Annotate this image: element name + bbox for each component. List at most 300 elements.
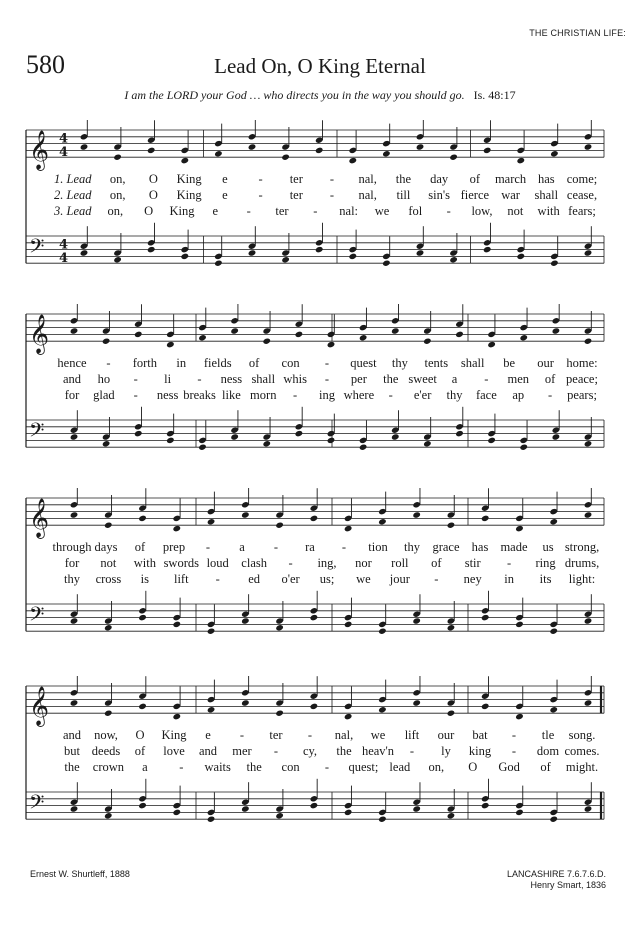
note-head — [584, 249, 593, 256]
lyric-syllable: nal: — [339, 204, 359, 218]
lyric-syllable: King — [176, 188, 202, 202]
note-head — [147, 147, 156, 154]
lyric-syllable: con — [281, 760, 300, 774]
lyric-syllable: cease, — [566, 188, 598, 202]
note-head — [481, 614, 490, 621]
note-head — [359, 334, 368, 341]
note-head — [207, 706, 216, 713]
note-head — [248, 143, 257, 150]
note-head — [113, 256, 122, 263]
lyric-syllable: the — [246, 760, 262, 774]
note-head — [584, 143, 593, 150]
lyric-syllable: drums, — [564, 556, 600, 570]
lyric-syllable: ring — [535, 556, 556, 570]
note-head — [275, 710, 284, 717]
lyric-syllable: o'er — [281, 572, 300, 586]
lyric-syllable: of — [540, 760, 551, 774]
lyric-syllable: morn — [250, 388, 277, 402]
note-head — [241, 805, 250, 812]
music-system-1 — [0, 120, 640, 280]
note-head — [447, 522, 456, 529]
note-head — [550, 260, 559, 267]
lyric-syllable: on, — [109, 188, 126, 202]
lyric-syllable: till — [396, 188, 411, 202]
lyric-syllable: crown — [92, 760, 125, 774]
note-head — [391, 433, 400, 440]
note-head — [412, 617, 421, 624]
time-signature-denominator: 4 — [59, 251, 69, 267]
lyric-syllable: dom — [536, 744, 560, 758]
note-head — [166, 437, 175, 444]
note-head — [113, 154, 122, 161]
lyric-syllable: day — [430, 172, 449, 186]
lyric-syllable: O — [468, 760, 478, 774]
note-head — [248, 249, 257, 256]
note-head — [447, 812, 456, 819]
note-head — [275, 624, 284, 631]
lyric-syllable: us; — [319, 572, 335, 586]
lyric-syllable: thy — [64, 572, 80, 586]
lyric-syllable: the — [336, 744, 352, 758]
note-head — [584, 699, 593, 706]
note-head — [378, 628, 387, 635]
lyric-syllable: our — [537, 356, 554, 370]
music-system-4 — [0, 676, 640, 836]
lyric-syllable: through — [52, 540, 92, 554]
lyric-syllable: days — [94, 540, 118, 554]
lyric-syllable: per — [350, 372, 367, 386]
lyric-syllable: lift — [404, 728, 420, 742]
section-heading: THE CHRISTIAN LIFE: — [529, 28, 626, 38]
note-head — [391, 327, 400, 334]
note-head — [483, 147, 492, 154]
note-head — [70, 327, 79, 334]
lyric-syllable: King — [169, 204, 195, 218]
lyric-syllable: a — [142, 760, 148, 774]
lyric-syllable: glad — [93, 388, 115, 402]
bass-clef-icon: 𝄢 — [29, 602, 45, 631]
note-head — [412, 511, 421, 518]
lyric-syllable: King — [161, 728, 187, 742]
lyric-syllable: grace — [432, 540, 460, 554]
lyric-syllable: O — [148, 188, 158, 202]
lyric-syllable: ter — [289, 172, 303, 186]
note-head — [378, 518, 387, 525]
lyric-syllable: tle — [541, 728, 555, 742]
note-head — [447, 624, 456, 631]
note-head — [344, 713, 353, 720]
lyric-syllable: - — [246, 204, 251, 218]
note-head — [207, 816, 216, 823]
lyric-syllable: 2. Lead — [54, 188, 92, 202]
note-head — [173, 809, 182, 816]
note-head — [166, 341, 175, 348]
hymn-title: Lead On, O King Eternal — [214, 54, 426, 78]
lyric-syllable: O — [148, 172, 158, 186]
note-head — [181, 253, 190, 260]
lyric-syllable: - — [511, 744, 517, 758]
lyric-syllable: we — [370, 728, 386, 742]
lyric-syllable: - — [293, 388, 298, 402]
note-head — [349, 157, 358, 164]
lyric-syllable: nal, — [334, 728, 354, 742]
lyric-syllable: - — [313, 204, 318, 218]
lyric-syllable: men — [507, 372, 530, 386]
note-head — [481, 802, 490, 809]
epigraph-reference: Is. 48:17 — [473, 88, 516, 102]
lyric-syllable: we — [356, 572, 371, 586]
lyric-syllable: - — [548, 388, 553, 402]
note-head — [549, 628, 558, 635]
lyric-syllable: e — [222, 172, 228, 186]
note-head — [104, 710, 113, 717]
note-head — [198, 334, 207, 341]
lyric-syllable: - — [507, 556, 512, 570]
bass-clef-icon: 𝄢 — [29, 418, 45, 447]
note-head — [310, 703, 319, 710]
note-head — [70, 617, 79, 624]
note-head — [449, 256, 458, 263]
note-head — [281, 154, 290, 161]
note-head — [487, 437, 496, 444]
time-signature-numerator: 4 — [59, 237, 69, 253]
lyric-syllable: - — [388, 388, 393, 402]
lyric-syllable: lift — [173, 572, 189, 586]
lyric-syllable: ney — [463, 572, 482, 586]
lyric-syllable: O — [144, 204, 154, 218]
lyric-syllable: low, — [471, 204, 493, 218]
lyric-syllable: clash — [241, 556, 267, 570]
lyric-syllable: ter — [275, 204, 289, 218]
lyric-syllable: ra — [305, 540, 315, 554]
note-head — [134, 331, 143, 338]
lyric-syllable: song. — [568, 728, 596, 742]
epigraph-text: I am the LORD your God … who directs you in the way you should go. — [124, 88, 465, 102]
note-head — [207, 628, 216, 635]
lyric-syllable: nal, — [358, 188, 377, 202]
lyric-syllable: - — [258, 172, 263, 186]
note-head — [214, 260, 223, 267]
note-head — [584, 511, 593, 518]
lyric-syllable: and — [62, 372, 82, 386]
lyric-syllable: forth — [132, 356, 157, 370]
lyric-syllable: we — [374, 204, 390, 218]
lyric-syllable: the — [64, 760, 80, 774]
lyric-syllable: - — [484, 372, 489, 386]
lyric-syllable: like — [222, 388, 241, 402]
time-signature-numerator: 4 — [59, 131, 69, 147]
lyric-syllable: waits — [204, 760, 231, 774]
lyric-syllable: - — [133, 372, 138, 386]
note-head — [515, 809, 524, 816]
lyric-syllable: march — [494, 172, 527, 186]
lyric-syllable: home: — [566, 356, 598, 370]
note-head — [275, 522, 284, 529]
lyric-syllable: cross — [95, 572, 122, 586]
note-head — [70, 805, 79, 812]
note-head — [70, 511, 79, 518]
lyric-syllable: but — [64, 744, 80, 758]
note-head — [241, 617, 250, 624]
music-system-3 — [0, 488, 640, 658]
lyric-syllable: ap — [512, 388, 525, 402]
lyric-syllable: roll — [391, 556, 409, 570]
lyric-syllable: - — [179, 760, 184, 774]
note-head — [198, 444, 207, 451]
lyric-syllable: is — [140, 572, 150, 586]
lyric-syllable: quest — [350, 356, 377, 370]
lyric-syllable: shall — [460, 356, 485, 370]
note-head — [584, 338, 593, 345]
note-head — [295, 430, 304, 437]
lyric-syllable: - — [324, 760, 330, 774]
note-head — [104, 624, 113, 631]
lyric-syllable: ly — [441, 744, 451, 758]
epigraph — [0, 88, 640, 103]
note-head — [449, 154, 458, 161]
note-head — [382, 150, 391, 157]
lyric-syllable: - — [329, 188, 335, 202]
lyric-syllable: our — [437, 728, 455, 742]
note-head — [584, 805, 593, 812]
note-head — [147, 246, 156, 253]
lyric-syllable: quest; — [348, 760, 379, 774]
music-system-2 — [0, 304, 640, 464]
note-head — [517, 157, 526, 164]
note-head — [138, 703, 147, 710]
note-head — [515, 621, 524, 628]
lyric-syllable: 3. Lead — [54, 204, 92, 218]
note-head — [447, 710, 456, 717]
lyric-syllable: shall — [251, 372, 276, 386]
lyric-syllable: lead — [389, 760, 411, 774]
note-head — [519, 444, 528, 451]
lyric-syllable: has — [471, 540, 489, 554]
note-head — [138, 614, 147, 621]
bass-clef-icon: 𝄢 — [29, 790, 45, 819]
bass-clef-icon: 𝄢 — [29, 234, 45, 263]
lyric-syllable: mer — [232, 744, 252, 758]
lyric-syllable: - — [133, 388, 138, 402]
lyric-syllable: and — [62, 728, 82, 742]
tune-credit — [507, 869, 606, 891]
lyric-syllable: where — [343, 388, 375, 402]
lyric-syllable: ter — [269, 728, 283, 742]
lyric-syllable: King — [176, 172, 202, 186]
lyric-syllable: e — [222, 188, 228, 202]
lyric-syllable: - — [239, 728, 245, 742]
lyric-syllable: face — [475, 388, 497, 402]
lyric-syllable: and — [198, 744, 218, 758]
lyric-syllable: prep — [162, 540, 186, 554]
note-head — [359, 444, 368, 451]
lyric-syllable: in — [504, 572, 515, 586]
lyric-syllable: ter — [289, 188, 303, 202]
note-head — [138, 515, 147, 522]
treble-clef-icon: 𝄞 — [29, 314, 50, 355]
note-head — [344, 621, 353, 628]
lyric-syllable: war — [501, 188, 520, 202]
lyric-syllable: whis — [283, 372, 307, 386]
lyric-syllable: light: — [568, 572, 596, 586]
note-head — [134, 430, 143, 437]
note-head — [412, 699, 421, 706]
note-head — [584, 440, 593, 447]
lyric-syllable: - — [324, 356, 330, 370]
note-head — [230, 327, 239, 334]
note-head — [104, 522, 113, 529]
lyric-syllable: ness — [220, 372, 243, 386]
lyric-syllable: nal, — [358, 172, 377, 186]
note-head — [412, 805, 421, 812]
lyric-syllable: - — [258, 188, 263, 202]
lyric-syllable: fierce — [460, 188, 490, 202]
lyric-syllable: hence — [57, 356, 87, 370]
lyric-syllable: breaks — [183, 388, 216, 402]
lyric-syllable: tion — [368, 540, 388, 554]
treble-clef-icon: 𝄞 — [29, 498, 50, 539]
lyric-syllable: comes. — [564, 744, 600, 758]
lyric-syllable: - — [106, 356, 111, 370]
note-head — [207, 518, 216, 525]
note-head — [549, 816, 558, 823]
lyric-syllable: fears; — [568, 204, 596, 218]
lyric-syllable: - — [205, 540, 211, 554]
note-head — [214, 150, 223, 157]
note-head — [550, 150, 559, 157]
lyric-syllable: ho — [97, 372, 111, 386]
note-head — [315, 147, 324, 154]
lyric-syllable: con — [281, 356, 300, 370]
lyric-syllable: on, — [428, 760, 445, 774]
note-head — [262, 338, 271, 345]
lyric-syllable: peace; — [566, 372, 598, 386]
time-signature-denominator: 4 — [59, 145, 69, 161]
lyric-syllable: heav'n — [361, 744, 395, 758]
lyric-syllable: swords — [163, 556, 199, 570]
lyric-syllable: - — [409, 744, 415, 758]
lyric-syllable: made — [500, 540, 528, 554]
lyric-syllable: us — [542, 540, 554, 554]
treble-clef-icon: 𝄞 — [29, 686, 50, 727]
note-head — [483, 246, 492, 253]
lyric-syllable: might. — [565, 760, 599, 774]
lyric-syllable: e — [212, 204, 219, 218]
note-head — [310, 515, 319, 522]
lyric-syllable: come; — [566, 172, 598, 186]
lyric-syllable: ing, — [317, 556, 337, 570]
note-head — [423, 338, 432, 345]
lyric-syllable: on, — [107, 204, 124, 218]
lyric-syllable: - — [511, 728, 517, 742]
lyric-syllable: deeds — [91, 744, 121, 758]
note-head — [327, 437, 336, 444]
note-head — [416, 249, 425, 256]
lyric-syllable: - — [307, 728, 313, 742]
hymn-number: 580 — [26, 50, 65, 79]
lyric-syllable: king — [468, 744, 492, 758]
note-head — [275, 812, 284, 819]
lyric-syllable: - — [288, 556, 293, 570]
lyric-syllable: in — [176, 356, 187, 370]
note-head — [549, 706, 558, 713]
note-head — [80, 143, 89, 150]
lyric-syllable: for — [64, 556, 80, 570]
lyric-syllable: ness — [156, 388, 179, 402]
lyric-syllable: - — [324, 372, 330, 386]
lyric-syllable: bat — [472, 728, 488, 742]
lyric-syllable: sweet — [408, 372, 437, 386]
note-head — [416, 143, 425, 150]
note-head — [515, 713, 524, 720]
author-credit: Ernest W. Shurtleff, 1888 — [30, 869, 130, 879]
lyric-syllable: ing — [319, 388, 335, 402]
tune-name: LANCASHIRE 7.6.7.6.D. — [506, 869, 606, 879]
note-head — [552, 433, 561, 440]
note-head — [481, 515, 490, 522]
lyric-syllable: for — [64, 388, 80, 402]
note-head — [295, 331, 304, 338]
lyric-syllable: nor — [355, 556, 372, 570]
lyric-syllable: thy — [404, 540, 420, 554]
note-head — [382, 260, 391, 267]
note-head — [181, 157, 190, 164]
note-head — [173, 525, 182, 532]
note-head — [138, 802, 147, 809]
lyric-syllable: strong, — [564, 540, 600, 554]
note-head — [349, 253, 358, 260]
note-head — [241, 511, 250, 518]
lyric-syllable: of — [248, 356, 260, 370]
lyric-syllable: be — [503, 356, 516, 370]
lyric-syllable: the — [395, 172, 412, 186]
lyric-syllable: of — [431, 556, 442, 570]
lyric-syllable: has — [537, 172, 555, 186]
lyric-syllable: - — [341, 540, 347, 554]
note-head — [378, 706, 387, 713]
note-head — [102, 338, 111, 345]
lyric-syllable: of — [134, 540, 146, 554]
lyric-syllable: pears; — [567, 388, 597, 402]
note-head — [344, 525, 353, 532]
note-head — [310, 614, 319, 621]
lyric-syllable: with — [133, 556, 156, 570]
note-head — [315, 246, 324, 253]
lyric-syllable: fol — [408, 204, 423, 218]
note-head — [455, 430, 464, 437]
lyric-syllable: a — [239, 540, 245, 554]
lyric-syllable: thy — [446, 388, 463, 402]
lyric-syllable: thy — [391, 356, 408, 370]
lyric-syllable: with — [537, 204, 560, 218]
lyric-syllable: ed — [248, 572, 261, 586]
lyric-syllable: O — [135, 728, 145, 742]
lyric-syllable: - — [329, 172, 335, 186]
note-head — [281, 256, 290, 263]
lyric-syllable: cy, — [302, 744, 318, 758]
note-head — [80, 249, 89, 256]
lyric-syllable: love — [163, 744, 185, 758]
lyric-syllable: e — [205, 728, 211, 742]
note-head — [584, 617, 593, 624]
lyric-syllable: tents — [424, 356, 449, 370]
note-head — [423, 440, 432, 447]
note-head — [310, 802, 319, 809]
note-head — [549, 518, 558, 525]
lyric-syllable: of — [134, 744, 146, 758]
lyric-syllable: - — [273, 540, 279, 554]
lyric-syllable: e'er — [413, 388, 432, 402]
